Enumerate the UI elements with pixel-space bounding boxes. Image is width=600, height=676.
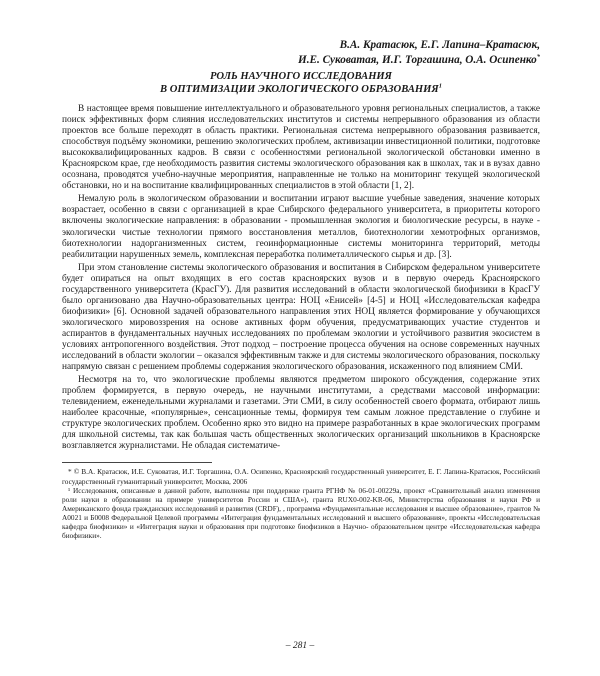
authors [62, 38, 540, 68]
body-text [62, 104, 540, 452]
footnote-divider [62, 462, 212, 463]
authors-line-1: В.А. Кратасюк, Е.Г. Лапина–Кратасюк, [339, 39, 540, 51]
paper-title [62, 70, 540, 96]
paragraph-1: В настоящее время повышение интеллектуального и образовательного уровня региональных специалистов, а также поиск эффективных форм слияния исследовательских институтов и системы непрерывного образования из области проектов все больше переходят в область практики. Региональная система непрерывного образования развивается, способствуя подъёму экономики, решению экологических проблем, активизации инвестиционной политики, подготовке высококвалифицированных кадров. В связи с особенностями региональной экологической обстановки именно в Красноярском крае, где необходимость развития системы экологического образования как в школах, так и в вузах давно осознана, проводятся учебно-научные мероприятия, направленные не только на мониторинг текущей экологической обстановки, но и на воспитание квалифицированных специалистов в этой области [1, 2]. [62, 104, 540, 192]
footnote-authors: * © В.А. Кратасюк, И.Е. Суковатая, И.Г. Торгашина, О.А. Осипенко, Красноярский государственный университет, Е. Г. Лапина-Кратасюк, Российский государственный гуманитарный университет, Москва, 2006 [62, 467, 540, 486]
title-footnote-mark: 1 [438, 82, 442, 90]
page-number: – 281 – [285, 641, 315, 651]
paragraph-3: При этом становление системы экологического образования и воспитания в Сибирском федеральном университете будет опираться на опыт входящих в его состав красноярских вузов и в первую очередь Красноярского государственного университета (КрасГУ). Для развития исследований в области экологической биофизики в КрасГУ было организовано два Научно-образовательных центра: НОЦ «Енисей» [4-5] и НОЦ «Исследовательская кафедра биофизики» [6]. Основной задачей образовательного направления этих НОЦ является формирование у обучающихся экологического мировоззрения на основе активных форм обучения, предусматривающих участие студентов и аспирантов в фундаментальных научных исследованиях по проблемам экологии и устойчивого развития экосистем в условиях антропогенного воздействия. Этот подход – построение процесса обучения на основе современных научных исследований в области экологии – оказался эффективным также и для системы экологического образования, поскольку напрямую связан с решением проблемы содержания экологического образования, искаженного под влиянием СМИ. [62, 262, 540, 373]
paragraph-4: Несмотря на то, что экологические проблемы являются предметом широкого обсуждения, содержание этих проблем формируется, в первую очередь, не научными институтами, а средствами массовой информации: телевидением, еженедельными журналами и газетами. Эти СМИ, в силу особенностей своего формата, отбирают лишь наиболее красочные, «популярные», сенсационные темы, формируя тем самым ложное представление о глубине и структуре экологических проблем. Особенно ярко это видно на примере разработанных в крае экологических программ для школьной системы, так как большая часть общественных экологических организаций школьников в Красноярске возглавляется журналистами. Не обладая систематиче- [62, 375, 540, 452]
title-line-2: В ОПТИМИЗАЦИИ ЭКОЛОГИЧЕСКОГО ОБРАЗОВАНИЯ [160, 84, 439, 95]
footnote-funding: ¹ Исследования, описанные в данной работе, выполнены при поддержке гранта РГНФ № 06-01-00229а, проект «Сравнительный анализ изменения роли науки в образовании на примере университетов России и США»), гранта RUX0-002-KR-06, Министерства образования и науки РФ и Американского фонда гражданских исследований и развития (CRDF), , программа «Фундаментальные исследования и высшее образование», грантов № А0021 и Б0008 Федеральной Целевой программы «Интеграция фундаментальных исследований и высшего образования», проекты «Исследовательская кафедра биофизики» и «Интеграция науки и образования при подготовке биофизиков в Научно- образовательном центре «Исследовательская кафедра биофизики». [62, 485, 540, 541]
title-line-1: РОЛЬ НАУЧНОГО ИССЛЕДОВАНИЯ [210, 71, 392, 82]
paragraph-2: Немалую роль в экологическом образовании и воспитании играют высшие учебные заведения, значение которых возрастает, особенно в связи с организацией в крае Сибирского федерального университета, в приоритеты которого включены экологические направления: в образовании - промышленная экология и биологические ресурсы, в науке - экологически чистые технологии прямого восстановления металлов, биотехнологии хемотрофных организмов, биотехнологии надорганизменных систем, геоинформационные системы мониторинга территорий, методы реабилитации нарушенных земель, комплексная переработка полиметаллического сырья и др. [3]. [62, 194, 540, 260]
authors-line-2: И.Е. Суковатая, И.Г. Торгашина, О.А. Осипенко [298, 54, 537, 66]
paper-page [62, 38, 540, 540]
authors-footnote-mark: * [536, 53, 540, 61]
